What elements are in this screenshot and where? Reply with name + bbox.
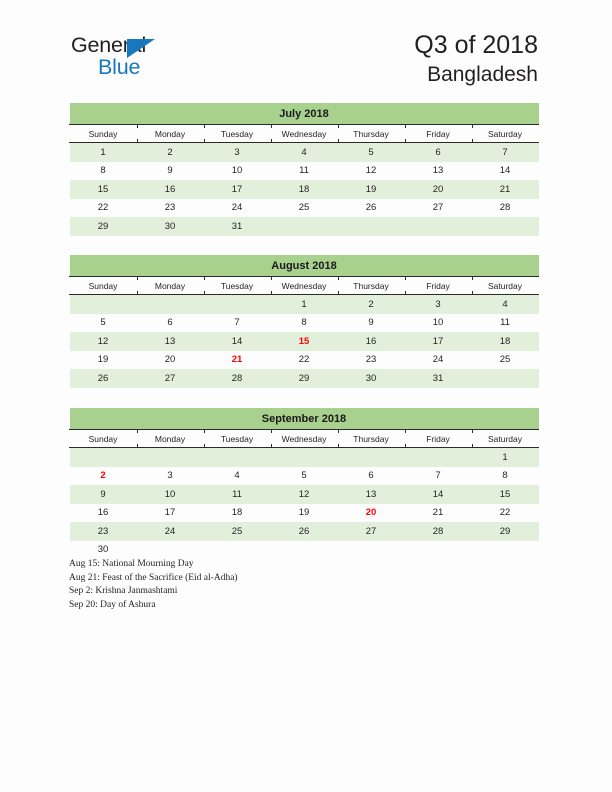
day-cell[interactable]: 2 (338, 295, 405, 314)
month-title: September 2018 (70, 408, 539, 430)
day-cell[interactable]: 13 (405, 162, 472, 181)
day-cell[interactable]: 3 (405, 295, 472, 314)
day-cell[interactable]: 29 (472, 522, 539, 541)
day-cell[interactable]: 13 (338, 485, 405, 504)
weekday-header-thursday: Thursday (338, 430, 405, 448)
weekday-header-monday: Monday (137, 430, 204, 448)
day-cell[interactable]: 17 (204, 180, 271, 199)
day-cell[interactable]: 2 (137, 143, 204, 162)
day-cell[interactable]: 26 (70, 369, 137, 388)
day-cell[interactable]: 18 (271, 180, 338, 199)
day-cell[interactable]: 14 (472, 162, 539, 181)
country-title: Bangladesh (427, 63, 538, 86)
day-cell[interactable]: 11 (271, 162, 338, 181)
day-cell-empty (70, 448, 137, 467)
day-cell[interactable]: 4 (271, 143, 338, 162)
day-cell[interactable]: 3 (204, 143, 271, 162)
day-cell-empty (70, 295, 137, 314)
weekday-header-row (70, 125, 539, 143)
day-cell[interactable]: 30 (338, 369, 405, 388)
month-title: August 2018 (70, 255, 539, 277)
weekday-header-saturday: Saturday (472, 430, 539, 448)
day-cell[interactable]: 13 (137, 332, 204, 351)
day-cell[interactable]: 10 (405, 314, 472, 333)
day-cell[interactable]: 19 (70, 351, 137, 370)
day-cell[interactable]: 11 (204, 485, 271, 504)
day-cell[interactable]: 6 (338, 467, 405, 486)
day-cell[interactable]: 12 (70, 332, 137, 351)
weekday-header-row (70, 430, 539, 448)
weekday-header-friday: Friday (405, 125, 472, 143)
day-cell[interactable]: 20 (137, 351, 204, 370)
calendar-september (69, 408, 539, 559)
week-row (70, 369, 539, 388)
weekday-header-row (70, 277, 539, 295)
day-cell[interactable]: 17 (405, 332, 472, 351)
quarter-title: Q3 of 2018 (414, 31, 538, 59)
day-cell-empty (271, 448, 338, 467)
day-cell[interactable]: 18 (472, 332, 539, 351)
day-cell[interactable]: 4 (204, 467, 271, 486)
day-cell[interactable]: 29 (70, 217, 137, 236)
week-row (70, 351, 539, 370)
weekday-header-saturday: Saturday (472, 125, 539, 143)
day-cell-empty (405, 541, 472, 560)
weekday-header-wednesday: Wednesday (271, 430, 338, 448)
day-cell-empty (204, 541, 271, 560)
day-cell[interactable]: 26 (271, 522, 338, 541)
day-cell[interactable]: 8 (70, 162, 137, 181)
day-cell-empty (271, 541, 338, 560)
day-cell-empty (405, 217, 472, 236)
day-cell[interactable]: 7 (204, 314, 271, 333)
day-cell[interactable]: 28 (204, 369, 271, 388)
day-cell[interactable]: 25 (472, 351, 539, 370)
day-cell[interactable]: 9 (338, 314, 405, 333)
day-cell[interactable]: 29 (271, 369, 338, 388)
day-cell-empty (472, 369, 539, 388)
week-row (70, 314, 539, 333)
week-row (70, 522, 539, 541)
weekday-header-tuesday: Tuesday (204, 125, 271, 143)
day-cell[interactable]: 30 (70, 541, 137, 560)
weekday-header-tuesday: Tuesday (204, 430, 271, 448)
week-row (70, 541, 539, 560)
day-cell[interactable]: 30 (137, 217, 204, 236)
day-cell[interactable]: 21 (405, 504, 472, 523)
week-row (70, 467, 539, 486)
week-row (70, 199, 539, 218)
weekday-header-tuesday: Tuesday (204, 277, 271, 295)
day-cell[interactable]: 9 (137, 162, 204, 181)
day-cell[interactable]: 6 (137, 314, 204, 333)
holiday-note: Aug 15: National Mourning Day (69, 559, 194, 569)
day-cell-holiday[interactable]: 15 (271, 332, 338, 351)
day-cell-empty (271, 217, 338, 236)
day-cell[interactable]: 24 (204, 199, 271, 218)
month-header-row (70, 408, 539, 430)
month-header-row (70, 103, 539, 125)
holiday-note: Sep 20: Day of Ashura (69, 599, 156, 610)
weekday-header-thursday: Thursday (338, 277, 405, 295)
day-cell[interactable]: 24 (405, 351, 472, 370)
day-cell[interactable]: 4 (472, 295, 539, 314)
week-row (70, 295, 539, 314)
logo-text-blue: Blue (98, 55, 141, 79)
day-cell[interactable]: 14 (405, 485, 472, 504)
day-cell[interactable]: 14 (204, 332, 271, 351)
day-cell[interactable]: 21 (472, 180, 539, 199)
weekday-header-friday: Friday (405, 430, 472, 448)
calendar-july (69, 103, 539, 236)
weekday-header-wednesday: Wednesday (271, 277, 338, 295)
day-cell[interactable]: 26 (338, 199, 405, 218)
day-cell-holiday[interactable]: 21 (204, 351, 271, 370)
day-cell[interactable]: 23 (338, 351, 405, 370)
day-cell[interactable]: 12 (271, 485, 338, 504)
week-row (70, 448, 539, 467)
calendar-august (69, 255, 539, 388)
day-cell[interactable]: 19 (338, 180, 405, 199)
day-cell[interactable]: 23 (137, 199, 204, 218)
holiday-notes-list (69, 558, 529, 612)
holiday-note: Sep 2: Krishna Janmashtami (69, 586, 178, 597)
day-cell[interactable]: 1 (70, 143, 137, 162)
day-cell-empty (137, 541, 204, 560)
day-cell-empty (137, 448, 204, 467)
day-cell[interactable]: 6 (405, 143, 472, 162)
weekday-header-wednesday: Wednesday (271, 125, 338, 143)
week-row (70, 217, 539, 236)
day-cell-empty (472, 541, 539, 560)
day-cell[interactable]: 10 (137, 485, 204, 504)
day-cell[interactable]: 22 (271, 351, 338, 370)
week-row (70, 504, 539, 523)
day-cell[interactable]: 5 (338, 143, 405, 162)
day-cell[interactable]: 15 (70, 180, 137, 199)
weekday-header-monday: Monday (137, 277, 204, 295)
day-cell[interactable]: 16 (137, 180, 204, 199)
day-cell[interactable]: 12 (338, 162, 405, 181)
day-cell[interactable]: 27 (137, 369, 204, 388)
day-cell[interactable]: 24 (137, 522, 204, 541)
day-cell[interactable]: 31 (204, 217, 271, 236)
day-cell[interactable]: 19 (271, 504, 338, 523)
day-cell[interactable]: 27 (338, 522, 405, 541)
day-cell[interactable]: 18 (204, 504, 271, 523)
day-cell[interactable]: 7 (472, 143, 539, 162)
holiday-note: Aug 21: Feast of the Sacrifice (Eid al-Adha) (69, 572, 238, 583)
weekday-header-sunday: Sunday (70, 277, 137, 295)
week-row (70, 162, 539, 181)
day-cell[interactable]: 31 (405, 369, 472, 388)
day-cell[interactable]: 5 (70, 314, 137, 333)
day-cell[interactable]: 22 (70, 199, 137, 218)
day-cell[interactable]: 28 (472, 199, 539, 218)
day-cell-holiday[interactable]: 2 (70, 467, 137, 486)
day-cell-empty (338, 541, 405, 560)
day-cell[interactable]: 9 (70, 485, 137, 504)
day-cell[interactable]: 3 (137, 467, 204, 486)
day-cell-empty (472, 217, 539, 236)
day-cell[interactable]: 1 (472, 448, 539, 467)
day-cell[interactable]: 8 (271, 314, 338, 333)
logo-text-general: General (71, 33, 147, 57)
weekday-header-sunday: Sunday (70, 430, 137, 448)
day-cell[interactable]: 16 (338, 332, 405, 351)
day-cell-empty (204, 295, 271, 314)
month-header-row (70, 255, 539, 277)
weekday-header-thursday: Thursday (338, 125, 405, 143)
title-block (414, 30, 538, 89)
day-cell[interactable]: 10 (204, 162, 271, 181)
day-cell-empty (137, 295, 204, 314)
day-cell[interactable]: 17 (137, 504, 204, 523)
day-cell[interactable]: 25 (204, 522, 271, 541)
day-cell[interactable]: 27 (405, 199, 472, 218)
day-cell-empty (338, 448, 405, 467)
weekday-header-saturday: Saturday (472, 277, 539, 295)
month-title: July 2018 (70, 103, 539, 125)
day-cell[interactable]: 8 (472, 467, 539, 486)
day-cell-holiday[interactable]: 20 (338, 504, 405, 523)
day-cell[interactable]: 16 (70, 504, 137, 523)
weekday-header-monday: Monday (137, 125, 204, 143)
day-cell[interactable]: 28 (405, 522, 472, 541)
weekday-header-friday: Friday (405, 277, 472, 295)
day-cell[interactable]: 23 (70, 522, 137, 541)
day-cell[interactable]: 22 (472, 504, 539, 523)
day-cell-empty (338, 217, 405, 236)
day-cell-empty (204, 448, 271, 467)
day-cell[interactable]: 11 (472, 314, 539, 333)
weekday-header-sunday: Sunday (70, 125, 137, 143)
week-row (70, 332, 539, 351)
general-blue-logo (71, 33, 251, 85)
day-cell[interactable]: 15 (472, 485, 539, 504)
week-row (70, 143, 539, 162)
day-cell-empty (405, 448, 472, 467)
week-row (70, 485, 539, 504)
day-cell[interactable]: 5 (271, 467, 338, 486)
week-row (70, 180, 539, 199)
day-cell[interactable]: 7 (405, 467, 472, 486)
day-cell[interactable]: 1 (271, 295, 338, 314)
page-header (0, 0, 612, 100)
day-cell[interactable]: 25 (271, 199, 338, 218)
day-cell[interactable]: 20 (405, 180, 472, 199)
